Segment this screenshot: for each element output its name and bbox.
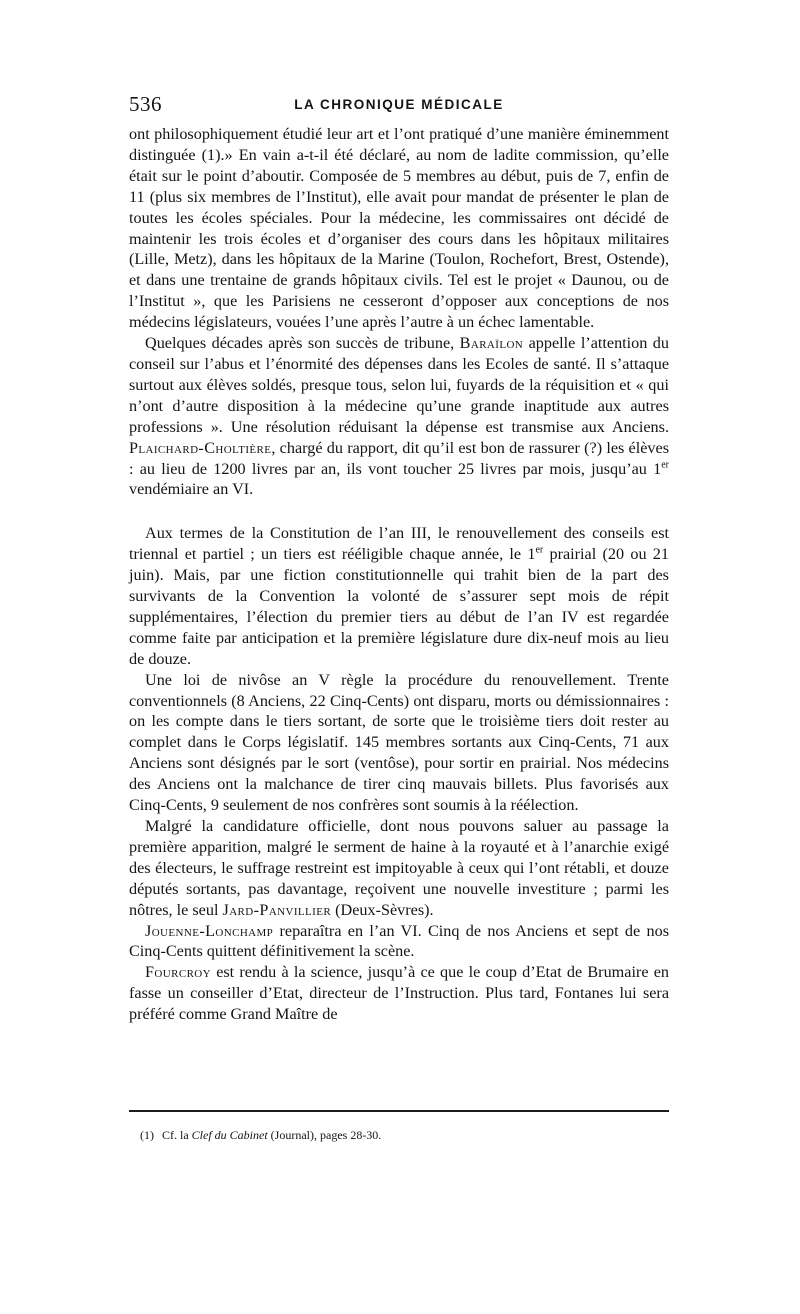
text: ont philosophiquement étudié leur art et l’ont pratiqué d’une manière éminemment distinguée ( bbox=[129, 125, 669, 164]
text: ).» En vain a-t-il été déclaré, au nom de ladite commission, qu’elle était sur le point d’aboutir. Composée de 5 membres au début, puis de 7, enfin de 11 (plus six membres de l’Institut), elle avait pour mandat de présenter le plan de toutes les écoles spéciales. Pour la médecine, les commissaires ont décidé de maintenir les trois écoles et d’organiser des cours dans les hôpitaux militaires (Lille, Metz), dans les hôpitaux de la Marine (Toulon, Rochefort, Brest, Ostende), et dans une trentaine de grands hôpitaux civils. Tel est le projet « Daunou, ou de l’Institut », que les Parisiens ne cesseront d’opposer aux conceptions de nos médecins législateurs, vouées l’une après l’autre à un échec lamentable. bbox=[129, 145, 669, 332]
text: est rendu à la science, jusqu’à ce que le coup d’Etat de Brumaire en fasse un conseiller d’Etat, directeur de l’Instruction. Plus tard, Fontanes lui sera préféré comme Grand Maître de bbox=[129, 963, 669, 1024]
text: Une loi de nivôse an V règle la procédure du renouvellement. Trente conventionnels (8 Anciens, 22 Cinq-Cents) ont disparu, morts ou démissionnaires : on les compte dans le tiers sortant, de sorte que le troisième tiers doit rester au complet dans le Corps législatif. 145 membres sortants aux Cinq-Cents, 71 aux Anciens sont désignés par le sort (ventôse), pour sortir en prairial. Nos médecins des Anciens ont la malchance de tirer cinq mauvais billets. Plus favorisés aux Cinq-Cents, 9 seulement de nos confrères sont soumis à la réélection. bbox=[129, 670, 669, 815]
text: Quelques décades après son succès de tribune, bbox=[145, 334, 460, 353]
footnote-suffix: (Journal), pages 28-30. bbox=[270, 1128, 382, 1142]
ordinal-superscript: er bbox=[661, 459, 669, 471]
page-header bbox=[129, 92, 669, 122]
text: appelle l’attention du conseil sur l’abus et l’énormité des dépenses dans les Ecoles de santé. Il s’attaque surtout aux élèves soldés, presque tous, selon lui, fuyards de la réquisition et « qui n’ont d’autre disposition à la médecine qu’une grande inaptitude aux autres professions ». Une résolution réduisant la dépense est transmise aux Anciens. bbox=[129, 334, 669, 436]
footnote-divider bbox=[129, 1110, 669, 1112]
person-name: Fourcroy bbox=[145, 963, 211, 982]
paragraph-official-candidacy bbox=[129, 816, 669, 921]
text: reparaîtra en l’an VI. Cinq de nos Anciens et sept de nos Cinq-Cents quittent définitivement la scène. bbox=[129, 921, 669, 961]
paragraph-commission bbox=[129, 124, 669, 333]
text: Aux termes de la Constitution de l’an III, le renouvellement des conseils est triennal et partiel ; un tiers est rééligible chaque année, le 1 bbox=[129, 524, 669, 564]
paragraph-barailon bbox=[129, 333, 669, 500]
paragraph-fourcroy bbox=[129, 962, 669, 1025]
footnote-prefix: Cf. la bbox=[162, 1128, 189, 1142]
paragraph-constitution bbox=[129, 523, 669, 669]
body-text bbox=[129, 124, 669, 1025]
page-number: 536 bbox=[129, 92, 162, 116]
ordinal-superscript: er bbox=[535, 544, 544, 556]
footnote-reference: 1 bbox=[207, 145, 216, 164]
paragraph-nivose-law bbox=[129, 670, 669, 816]
text: , chargé du rapport, dit qu’il est bon de rassurer (?) les élèves : au lieu de 1200 livres par an, ils vont toucher 25 livres par mois, jusqu’au 1 bbox=[129, 438, 669, 478]
paragraph-jouenne bbox=[129, 921, 669, 963]
text: vendémiaire an VI. bbox=[129, 480, 254, 499]
footnote-mark: (1) bbox=[140, 1128, 154, 1142]
text: Malgré la candidature officielle, dont nous pouvons saluer au passage la première apparition, malgré le serment de haine à la royauté et à l’anarchie exigé des électeurs, le suffrage restreint est impitoyable à ceux qui l’ont rétabli, et douze députés sortants, pas davantage, reçoivent une nouvelle investiture ; parmi les nôtres, le seul bbox=[129, 817, 669, 919]
footnote bbox=[140, 1128, 381, 1143]
person-name: Plaichard-Choltière bbox=[129, 438, 272, 457]
footnote-title: Clef du Cabinet bbox=[191, 1128, 268, 1142]
text: (Deux-Sèvres). bbox=[331, 900, 434, 919]
text: prairial (20 ou 21 juin). Mais, par une fiction constitutionnelle qui trahit bien de la part des survivants de la Convention la volonté de s’assurer sept mois de répit supplémentaires, l’élection du premier tiers au début de l’an IV est regardée comme faite par anticipation et la première législature dure dix-neuf mois au lieu de douze. bbox=[129, 545, 669, 668]
person-name: Jouenne-Lonchamp bbox=[145, 921, 274, 940]
person-name: Baraïlon bbox=[459, 334, 524, 353]
person-name: Jard-Panvillier bbox=[222, 900, 332, 919]
running-title: LA CHRONIQUE MÉDICALE bbox=[294, 97, 504, 112]
